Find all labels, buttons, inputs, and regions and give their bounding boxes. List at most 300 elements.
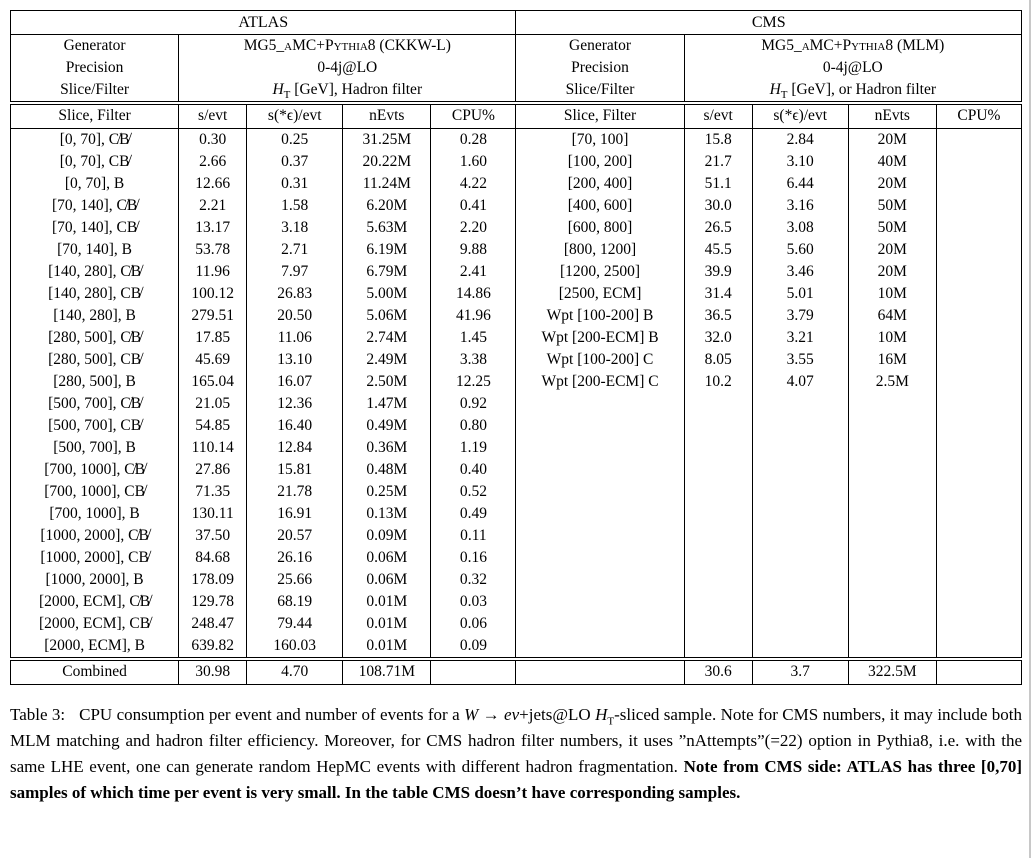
value-cell: 0.01M xyxy=(343,635,431,659)
value-cell: 0.09 xyxy=(431,635,516,659)
value-cell: 15.8 xyxy=(684,129,752,152)
value-cell: 7.97 xyxy=(247,261,343,283)
slice-filter-cell xyxy=(516,481,684,503)
value-cell: 2.74M xyxy=(343,327,431,349)
table-row xyxy=(11,173,1022,195)
value-cell: 130.11 xyxy=(179,503,247,525)
cms-precision-value: 0-4j@LO xyxy=(684,57,1021,79)
value-cell xyxy=(848,525,936,547)
value-cell xyxy=(936,129,1021,152)
value-cell: 12.36 xyxy=(247,393,343,415)
value-cell: 2.71 xyxy=(247,239,343,261)
slice-filter-cell: [280, 500], CB̸ xyxy=(48,350,142,368)
value-cell: 20.22M xyxy=(343,151,431,173)
slice-filter-cell xyxy=(516,525,684,547)
slice-filter-cell: [100, 200] xyxy=(516,151,684,173)
col-header-s-eps-evt: s(*ϵ)/evt xyxy=(752,103,848,129)
value-cell: 178.09 xyxy=(179,569,247,591)
col-header-slice-filter: Slice, Filter xyxy=(516,103,684,129)
slice-filter-cell: [2000, ECM], C̸B̸ xyxy=(39,592,151,610)
value-cell: 5.60 xyxy=(752,239,848,261)
value-cell xyxy=(936,283,1021,305)
atlas-precision-value: 0-4j@LO xyxy=(179,57,516,79)
table-row xyxy=(11,415,1022,437)
value-cell: 21.7 xyxy=(684,151,752,173)
slice-filter-cell: [800, 1200] xyxy=(516,239,684,261)
value-cell: 79.44 xyxy=(247,613,343,635)
value-cell: 10M xyxy=(848,327,936,349)
value-cell xyxy=(752,393,848,415)
value-cell: 21.78 xyxy=(247,481,343,503)
value-cell: 0.80 xyxy=(431,415,516,437)
table-header-block xyxy=(11,11,1022,129)
value-cell: 0.25 xyxy=(247,129,343,152)
table-row xyxy=(11,239,1022,261)
value-cell xyxy=(752,613,848,635)
value-cell xyxy=(936,393,1021,415)
value-cell: 12.84 xyxy=(247,437,343,459)
slice-filter-cell: [400, 600] xyxy=(516,195,684,217)
col-header-nevts: nEvts xyxy=(343,103,431,129)
col-header-cpu: CPU% xyxy=(936,103,1021,129)
value-cell xyxy=(848,503,936,525)
value-cell: 15.81 xyxy=(247,459,343,481)
value-cell xyxy=(848,437,936,459)
col-header-nevts: nEvts xyxy=(848,103,936,129)
value-cell: 45.5 xyxy=(684,239,752,261)
table-row xyxy=(11,129,1022,152)
cms-title: CMS xyxy=(516,11,1022,35)
value-cell xyxy=(684,415,752,437)
slice-filter-row xyxy=(11,79,1022,103)
value-cell: 3.38 xyxy=(431,349,516,371)
value-cell: 0.25M xyxy=(343,481,431,503)
cms-slice-filter-value xyxy=(684,79,1021,103)
value-cell xyxy=(684,503,752,525)
value-cell: 0.52 xyxy=(431,481,516,503)
slice-filter-cell xyxy=(516,591,684,613)
slice-filter-cell: Wpt [200-ECM] C xyxy=(516,371,684,393)
value-cell xyxy=(752,547,848,569)
value-cell: 6.44 xyxy=(752,173,848,195)
value-cell: 20.50 xyxy=(247,305,343,327)
value-cell: 17.85 xyxy=(179,327,247,349)
ht-symbol: H xyxy=(769,80,781,98)
value-cell: 129.78 xyxy=(179,591,247,613)
table-row xyxy=(11,481,1022,503)
slice-filter-cell: [1200, 2500] xyxy=(516,261,684,283)
ht-subscript: T xyxy=(283,88,291,101)
value-cell: 2.21 xyxy=(179,195,247,217)
value-cell: 10.2 xyxy=(684,371,752,393)
cpu-consumption-table xyxy=(10,10,1022,685)
slice-filter-cell: [500, 700], CB̸ xyxy=(48,416,142,434)
value-cell: 3.10 xyxy=(752,151,848,173)
value-cell: 0.09M xyxy=(343,525,431,547)
value-cell xyxy=(684,547,752,569)
value-cell: 30.0 xyxy=(684,195,752,217)
slice-filter-cell: [140, 280], B xyxy=(53,306,136,324)
value-cell xyxy=(684,613,752,635)
value-cell: 41.96 xyxy=(431,305,516,327)
value-cell: 0.06M xyxy=(343,547,431,569)
value-cell: 5.63M xyxy=(343,217,431,239)
value-cell xyxy=(936,569,1021,591)
value-cell: 0.32 xyxy=(431,569,516,591)
col-header-s-eps-evt: s(*ϵ)/evt xyxy=(247,103,343,129)
value-cell xyxy=(752,415,848,437)
table-row xyxy=(11,393,1022,415)
slice-filter-label: Slice/Filter xyxy=(60,80,130,98)
caption-text: CPU consumption per event and number of events for a xyxy=(79,705,465,724)
value-cell: 1.60 xyxy=(431,151,516,173)
combined-value: 4.70 xyxy=(247,659,343,685)
precision-label: Precision xyxy=(65,58,124,76)
value-cell: 31.25M xyxy=(343,129,431,152)
slice-filter-cell: [700, 1000], CB̸ xyxy=(44,482,145,500)
value-cell: 0.11 xyxy=(431,525,516,547)
slice-filter-cell xyxy=(516,415,684,437)
value-cell xyxy=(936,503,1021,525)
value-cell xyxy=(752,481,848,503)
table-row xyxy=(11,283,1022,305)
slice-filter-cell xyxy=(516,459,684,481)
combined-value: 30.6 xyxy=(684,659,752,685)
value-cell xyxy=(936,217,1021,239)
value-cell: 31.4 xyxy=(684,283,752,305)
value-cell: 3.18 xyxy=(247,217,343,239)
table-row xyxy=(11,217,1022,239)
value-cell: 4.22 xyxy=(431,173,516,195)
value-cell: 84.68 xyxy=(179,547,247,569)
value-cell xyxy=(684,459,752,481)
value-cell xyxy=(936,437,1021,459)
value-cell: 12.25 xyxy=(431,371,516,393)
value-cell: 16.40 xyxy=(247,415,343,437)
value-cell: 10M xyxy=(848,283,936,305)
slice-filter-cell: [500, 700], B xyxy=(53,438,136,456)
value-cell xyxy=(752,437,848,459)
table-row xyxy=(11,613,1022,635)
value-cell: 8.05 xyxy=(684,349,752,371)
value-cell: 6.19M xyxy=(343,239,431,261)
value-cell: 40M xyxy=(848,151,936,173)
combined-value: 108.71M xyxy=(343,659,431,685)
table-row xyxy=(11,261,1022,283)
value-cell: 100.12 xyxy=(179,283,247,305)
combined-value: 3.7 xyxy=(752,659,848,685)
value-cell: 0.28 xyxy=(431,129,516,152)
precision-label: Precision xyxy=(516,57,684,79)
column-header-row xyxy=(11,103,1022,129)
value-cell: 26.83 xyxy=(247,283,343,305)
ht-symbol: H xyxy=(595,705,608,724)
value-cell: 5.01 xyxy=(752,283,848,305)
value-cell xyxy=(752,459,848,481)
col-header-s-evt: s/evt xyxy=(684,103,752,129)
value-cell: 53.78 xyxy=(179,239,247,261)
caption-bold-note: Note from CMS side: ATLAS has three [0,70] samples of which time per event is very small. In the table CMS doesn’t have corresponding samples. xyxy=(10,757,1022,802)
value-cell: 165.04 xyxy=(179,371,247,393)
value-cell: 0.31 xyxy=(247,173,343,195)
value-cell xyxy=(848,415,936,437)
value-cell: 1.19 xyxy=(431,437,516,459)
value-cell xyxy=(936,459,1021,481)
slice-filter-cell: [70, 100] xyxy=(516,129,684,152)
value-cell: 0.37 xyxy=(247,151,343,173)
atlas-generator-value: MG5_aMC+Pythia8 (CKKW-L) xyxy=(179,35,516,58)
value-cell: 21.05 xyxy=(179,393,247,415)
atlas-slice-filter-value xyxy=(179,79,516,103)
generator-label: Generator xyxy=(11,35,179,58)
slice-filter-cell: [0, 70], C̸B̸ xyxy=(59,130,130,148)
value-cell: 32.0 xyxy=(684,327,752,349)
generator-row xyxy=(11,35,1022,58)
value-cell: 3.08 xyxy=(752,217,848,239)
value-cell: 50M xyxy=(848,195,936,217)
value-cell xyxy=(936,371,1021,393)
value-cell: 2.84 xyxy=(752,129,848,152)
slice-filter-text: [GeV], Hadron filter xyxy=(290,80,423,98)
value-cell: 1.47M xyxy=(343,393,431,415)
value-cell: 51.1 xyxy=(684,173,752,195)
value-cell: 0.49M xyxy=(343,415,431,437)
caption-text: +jets@LO xyxy=(519,705,596,724)
value-cell: 20M xyxy=(848,129,936,152)
value-cell xyxy=(936,349,1021,371)
value-cell xyxy=(684,569,752,591)
value-cell xyxy=(752,635,848,659)
value-cell: 14.86 xyxy=(431,283,516,305)
value-cell: 0.92 xyxy=(431,393,516,415)
value-cell: 2.5M xyxy=(848,371,936,393)
value-cell xyxy=(684,525,752,547)
value-cell: 0.48M xyxy=(343,459,431,481)
slice-filter-cell xyxy=(516,547,684,569)
value-cell: 12.66 xyxy=(179,173,247,195)
value-cell xyxy=(752,569,848,591)
value-cell xyxy=(936,239,1021,261)
cms-generator-value: MG5_aMC+Pythia8 (MLM) xyxy=(684,35,1021,58)
combined-value: 30.98 xyxy=(179,659,247,685)
slice-filter-cell: [600, 800] xyxy=(516,217,684,239)
slice-filter-cell: [700, 1000], C̸B̸ xyxy=(44,460,145,478)
slice-filter-cell xyxy=(516,635,684,659)
slice-filter-cell: Wpt [200-ECM] B xyxy=(516,327,684,349)
value-cell xyxy=(848,459,936,481)
value-cell xyxy=(684,591,752,613)
value-cell xyxy=(684,635,752,659)
value-cell xyxy=(936,327,1021,349)
col-header-slice-filter: Slice, Filter xyxy=(11,103,179,129)
slice-filter-cell: Wpt [100-200] C xyxy=(516,349,684,371)
table-row xyxy=(11,195,1022,217)
value-cell: 160.03 xyxy=(247,635,343,659)
value-cell: 3.46 xyxy=(752,261,848,283)
col-header-cpu: CPU% xyxy=(431,103,516,129)
value-cell: 6.79M xyxy=(343,261,431,283)
value-cell xyxy=(936,547,1021,569)
slice-filter-cell: [280, 500], C̸B̸ xyxy=(48,328,142,346)
table-row xyxy=(11,569,1022,591)
value-cell: 4.07 xyxy=(752,371,848,393)
ht-subscript: T xyxy=(607,715,615,728)
value-cell: 2.66 xyxy=(179,151,247,173)
value-cell: 3.79 xyxy=(752,305,848,327)
value-cell xyxy=(684,437,752,459)
value-cell: 3.55 xyxy=(752,349,848,371)
value-cell: 68.19 xyxy=(247,591,343,613)
value-cell: 27.86 xyxy=(179,459,247,481)
value-cell xyxy=(936,481,1021,503)
value-cell: 13.10 xyxy=(247,349,343,371)
table-row xyxy=(11,547,1022,569)
slice-filter-cell: [200, 400] xyxy=(516,173,684,195)
value-cell: 5.00M xyxy=(343,283,431,305)
value-cell xyxy=(936,261,1021,283)
slice-filter-cell: [140, 280], C̸B̸ xyxy=(48,262,142,280)
table-caption xyxy=(10,702,1022,806)
value-cell: 11.06 xyxy=(247,327,343,349)
value-cell xyxy=(848,613,936,635)
combined-label xyxy=(516,659,684,685)
slice-filter-cell: [70, 140], B xyxy=(57,240,133,258)
value-cell: 36.5 xyxy=(684,305,752,327)
value-cell xyxy=(936,195,1021,217)
experiment-title-row xyxy=(11,11,1022,35)
slice-filter-cell: [500, 700], C̸B̸ xyxy=(48,394,142,412)
value-cell: 2.49M xyxy=(343,349,431,371)
value-cell: 11.24M xyxy=(343,173,431,195)
arrow-symbol: → xyxy=(478,705,505,724)
value-cell: 45.69 xyxy=(179,349,247,371)
value-cell: 26.5 xyxy=(684,217,752,239)
caption-label: Table 3: xyxy=(10,705,66,724)
window-edge-line xyxy=(1029,0,1031,858)
value-cell: 1.58 xyxy=(247,195,343,217)
table-row xyxy=(11,459,1022,481)
slice-filter-cell: [2000, ECM], CB̸ xyxy=(39,614,151,632)
slice-filter-cell xyxy=(516,437,684,459)
value-cell: 2.50M xyxy=(343,371,431,393)
value-cell xyxy=(752,525,848,547)
slice-filter-cell: [70, 140], CB̸ xyxy=(51,218,138,236)
w-symbol: W xyxy=(464,705,479,724)
slice-filter-cell xyxy=(516,569,684,591)
value-cell xyxy=(936,613,1021,635)
value-cell xyxy=(752,503,848,525)
slice-filter-label: Slice/Filter xyxy=(516,79,684,103)
combined-value xyxy=(936,659,1021,685)
value-cell: 3.21 xyxy=(752,327,848,349)
table-row xyxy=(11,349,1022,371)
value-cell xyxy=(936,591,1021,613)
value-cell: 110.14 xyxy=(179,437,247,459)
value-cell: 2.20 xyxy=(431,217,516,239)
value-cell: 0.41 xyxy=(431,195,516,217)
value-cell: 0.06 xyxy=(431,613,516,635)
slice-filter-cell: [70, 140], C̸B̸ xyxy=(51,196,138,214)
value-cell xyxy=(848,569,936,591)
value-cell: 16.07 xyxy=(247,371,343,393)
value-cell: 0.30 xyxy=(179,129,247,152)
value-cell xyxy=(936,173,1021,195)
combined-value: 322.5M xyxy=(848,659,936,685)
col-header-s-evt: s/evt xyxy=(179,103,247,129)
table-row xyxy=(11,635,1022,659)
table-row xyxy=(11,591,1022,613)
slice-filter-cell: [0, 70], B xyxy=(64,174,125,192)
value-cell: 54.85 xyxy=(179,415,247,437)
precision-row xyxy=(11,57,1022,79)
slice-filter-cell: [1000, 2000], C̸B̸ xyxy=(40,526,149,544)
value-cell: 37.50 xyxy=(179,525,247,547)
value-cell xyxy=(848,635,936,659)
value-cell: 639.82 xyxy=(179,635,247,659)
value-cell xyxy=(848,591,936,613)
slice-filter-cell: [2500, ECM] xyxy=(516,283,684,305)
slice-filter-cell: [280, 500], B xyxy=(53,372,136,390)
value-cell xyxy=(936,635,1021,659)
value-cell: 0.40 xyxy=(431,459,516,481)
generator-label: Generator xyxy=(516,35,684,58)
value-cell xyxy=(848,393,936,415)
value-cell: 248.47 xyxy=(179,613,247,635)
value-cell: 6.20M xyxy=(343,195,431,217)
ht-subscript: T xyxy=(780,88,788,101)
enu-symbol: eν xyxy=(504,705,520,724)
atlas-title: ATLAS xyxy=(238,13,289,31)
value-cell: 3.16 xyxy=(752,195,848,217)
ht-symbol: H xyxy=(272,80,284,98)
slice-filter-cell: [1000, 2000], B xyxy=(45,570,144,588)
value-cell xyxy=(936,525,1021,547)
value-cell xyxy=(752,591,848,613)
slice-filter-text: [GeV], or Hadron filter xyxy=(787,80,936,98)
value-cell: 0.36M xyxy=(343,437,431,459)
table-row xyxy=(11,437,1022,459)
combined-label: Combined xyxy=(11,659,179,685)
value-cell: 0.13M xyxy=(343,503,431,525)
slice-filter-cell: [1000, 2000], CB̸ xyxy=(40,548,149,566)
table-row xyxy=(11,327,1022,349)
value-cell xyxy=(684,393,752,415)
value-cell: 20M xyxy=(848,173,936,195)
value-cell: 9.88 xyxy=(431,239,516,261)
value-cell: 0.49 xyxy=(431,503,516,525)
slice-filter-cell xyxy=(516,613,684,635)
slice-filter-cell: [700, 1000], B xyxy=(49,504,140,522)
value-cell: 16M xyxy=(848,349,936,371)
value-cell: 64M xyxy=(848,305,936,327)
table-row xyxy=(11,503,1022,525)
table-row xyxy=(11,305,1022,327)
value-cell: 20M xyxy=(848,239,936,261)
value-cell: 0.06M xyxy=(343,569,431,591)
value-cell: 0.01M xyxy=(343,591,431,613)
caption-text: -sliced sample. Note for CMS numbers, it may include both MLM matching and hadron filter efficiency. Moreover, for CMS hadron filter numbers, it uses ”nAttempts”(=22) option in Pythia8, i.e. with the same LHE event, one can generate random HepMC events with different hadron fragmentation. xyxy=(10,705,1022,776)
value-cell: 11.96 xyxy=(179,261,247,283)
value-cell xyxy=(936,151,1021,173)
combined-row xyxy=(11,659,1022,685)
value-cell: 50M xyxy=(848,217,936,239)
value-cell: 16.91 xyxy=(247,503,343,525)
value-cell: 0.01M xyxy=(343,613,431,635)
value-cell: 0.16 xyxy=(431,547,516,569)
value-cell xyxy=(848,481,936,503)
value-cell xyxy=(848,547,936,569)
value-cell: 20M xyxy=(848,261,936,283)
